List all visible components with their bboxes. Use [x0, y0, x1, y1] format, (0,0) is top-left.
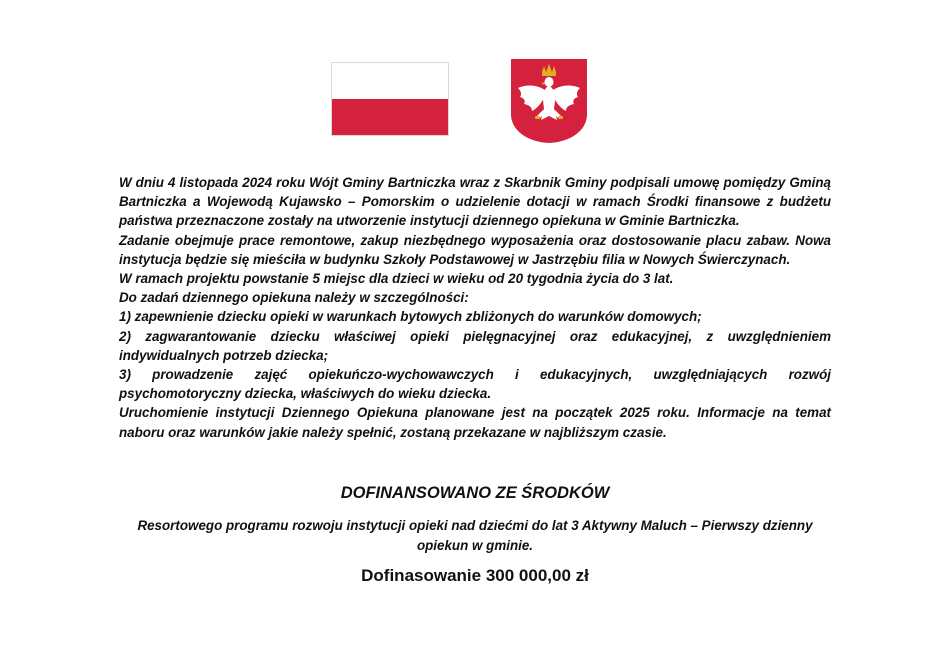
flag-white-stripe [332, 63, 448, 99]
paragraph-launch: Uruchomienie instytucji Dziennego Opiekuna planowane jest na początek 2025 roku. Informacje na temat naboru oraz warunków jakie należy spełnić, zostaną przekazane w najbliższym czasie. [119, 405, 831, 440]
paragraph-scope: Zadanie obejmuje prace remontowe, zakup niezbędnego wyposażenia oraz dostosowanie placu zabaw. Nowa instytucja będzie się mieściła w budynku Szkoły Podstawowej w Jastrzębiu filia w Nowych Świerczynach. [119, 232, 831, 267]
duty-item-2: 2) zagwarantowanie dziecku właściwej opieki pielęgnacyjnej oraz edukacyjnej, z uwzględnieniem indywidualnych potrzeb dziecka; [119, 328, 831, 363]
funding-program: Resortowego programu rozwoju instytucji opieki nad dziećmi do lat 3 Aktywny Maluch – Pierwszy dzienny opiekun w gminie. [137, 518, 813, 553]
polish-eagle-emblem-icon [510, 58, 588, 144]
funding-amount: Dofinasowanie 300 000,00 zł [361, 566, 589, 585]
polish-flag-icon [331, 62, 449, 136]
duty-item-3: 3) prowadzenie zajęć opiekuńczo-wychowawczych i edukacyjnych, uwzględniających rozwój psychomotoryczny dziecka, właściwych do wieku dziecka. [119, 367, 831, 402]
paragraph-places: W ramach projektu powstanie 5 miejsc dla dzieci w wieku od 20 tygodnia życia do 3 lat. [119, 271, 674, 287]
paragraph-agreement: W dniu 4 listopada 2024 roku Wójt Gminy Bartniczka wraz z Skarbnik Gminy podpisali umowę pomiędzy Gminą Bartniczka a Wojewodą Kujawsko – Pomorskim o udzielenie dotacji w ramach Środki finansowe z budżetu państwa przeznaczone zostały na utworzenie instytucji dziennego opiekuna w Gminie Bartniczka. [119, 175, 831, 229]
announcement-body [119, 173, 831, 442]
duty-item-1: 1) zapewnienie dziecku opieki w warunkach bytowych zbliżonych do warunków domowych; [119, 309, 702, 325]
paragraph-duties-intro: Do zadań dziennego opiekuna należy w szczególności: [119, 290, 469, 306]
flag-red-stripe [332, 99, 448, 135]
funding-heading: DOFINANSOWANO ZE ŚRODKÓW [340, 484, 610, 502]
